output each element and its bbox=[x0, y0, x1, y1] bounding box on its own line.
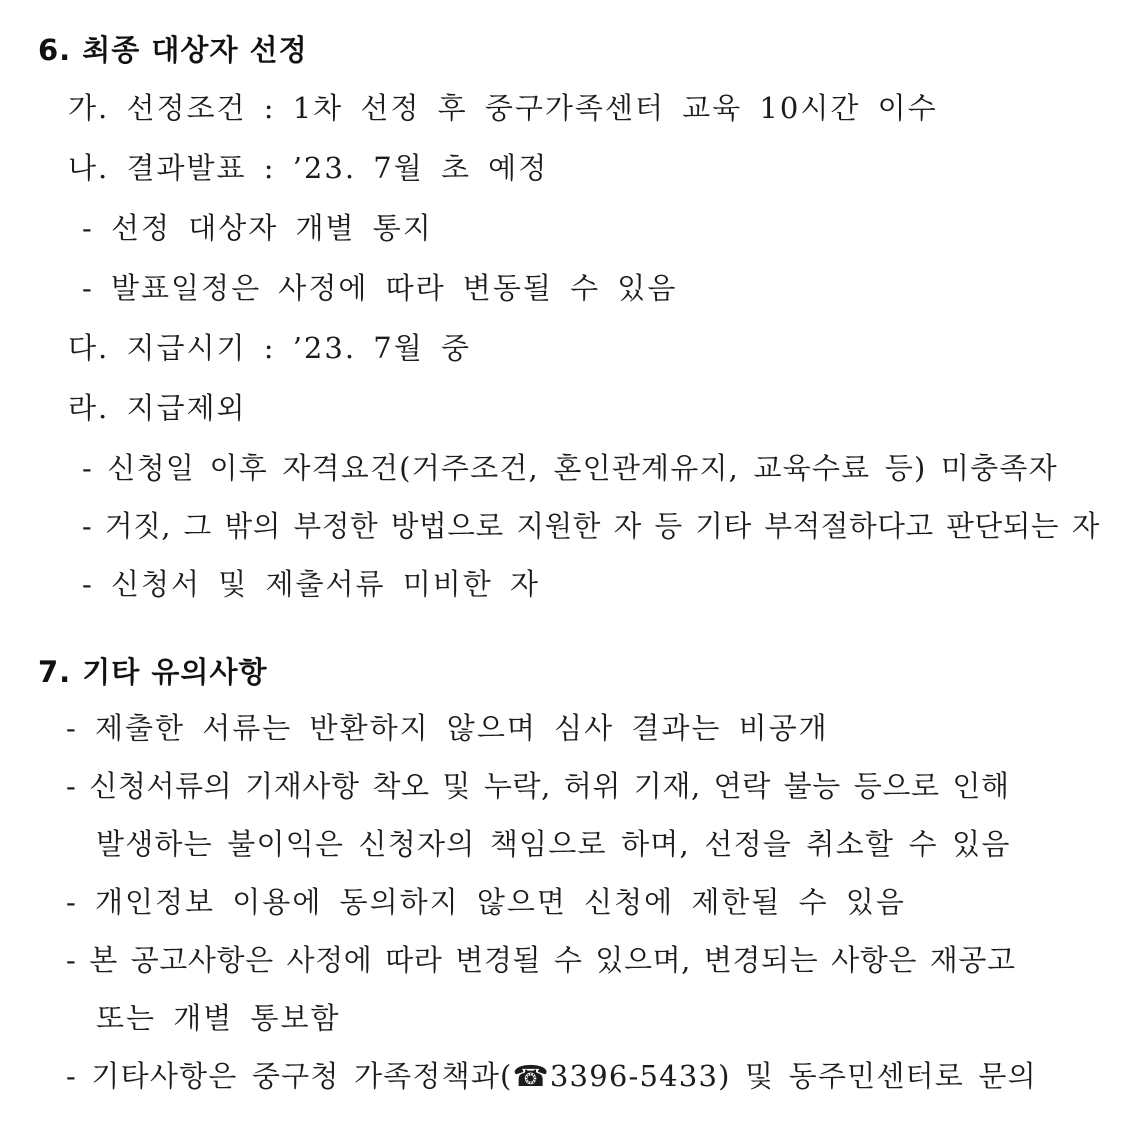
item-ra-payment-exclusion: 라. 지급제외 bbox=[68, 391, 247, 425]
notice-announcement-changes-line2: 또는 개별 통보함 bbox=[96, 1001, 341, 1035]
telephone-icon: ☎ bbox=[512, 1059, 550, 1093]
contact-prefix: - 기타사항은 중구청 가족정책과( bbox=[66, 1059, 513, 1093]
notice-application-errors-line1: - 신청서류의 기재사항 착오 및 누락, 허위 기재, 연락 불능 등으로 인해 bbox=[66, 769, 1010, 803]
item-da-payment-period: 다. 지급시기 : ’23. 7월 중 bbox=[68, 331, 471, 365]
na-sub-schedule-change: - 발표일정은 사정에 따라 변동될 수 있음 bbox=[82, 271, 678, 305]
contact-phone-number: 3396-5433 bbox=[549, 1059, 719, 1093]
section-7-title: 7. 기타 유의사항 bbox=[38, 655, 268, 689]
notice-privacy-consent: - 개인정보 이용에 동의하지 않으면 신청에 제한될 수 있음 bbox=[66, 885, 906, 919]
notice-documents-not-returned: - 제출한 서류는 반환하지 않으며 심사 결과는 비공개 bbox=[66, 711, 829, 745]
notice-contact-info bbox=[66, 1054, 1037, 1095]
item-ga-selection-condition: 가. 선정조건 : 1차 선정 후 중구가족센터 교육 10시간 이수 bbox=[68, 91, 938, 125]
ra-sub-incomplete-documents: - 신청서 및 제출서류 미비한 자 bbox=[82, 567, 541, 601]
notice-announcement-changes-line1: - 본 공고사항은 사정에 따라 변경될 수 있으며, 변경되는 사항은 재공고 bbox=[66, 943, 1016, 977]
contact-suffix: ) 및 동주민센터로 문의 bbox=[718, 1059, 1037, 1093]
ra-sub-unmet-requirements: - 신청일 이후 자격요건(거주조건, 혼인관계유지, 교육수료 등) 미충족자 bbox=[82, 451, 1058, 485]
ra-sub-fraudulent-application: - 거짓, 그 밖의 부정한 방법으로 지원한 자 등 기타 부적절하다고 판단되는 자 bbox=[82, 509, 1101, 543]
section-6-title: 6. 최종 대상자 선정 bbox=[38, 33, 308, 67]
na-sub-individual-notice: - 선정 대상자 개별 통지 bbox=[82, 211, 433, 245]
notice-application-errors-line2: 발생하는 불이익은 신청자의 책임으로 하며, 선정을 취소할 수 있음 bbox=[96, 827, 1011, 861]
item-na-result-announcement: 나. 결과발표 : ’23. 7월 초 예정 bbox=[68, 151, 549, 185]
